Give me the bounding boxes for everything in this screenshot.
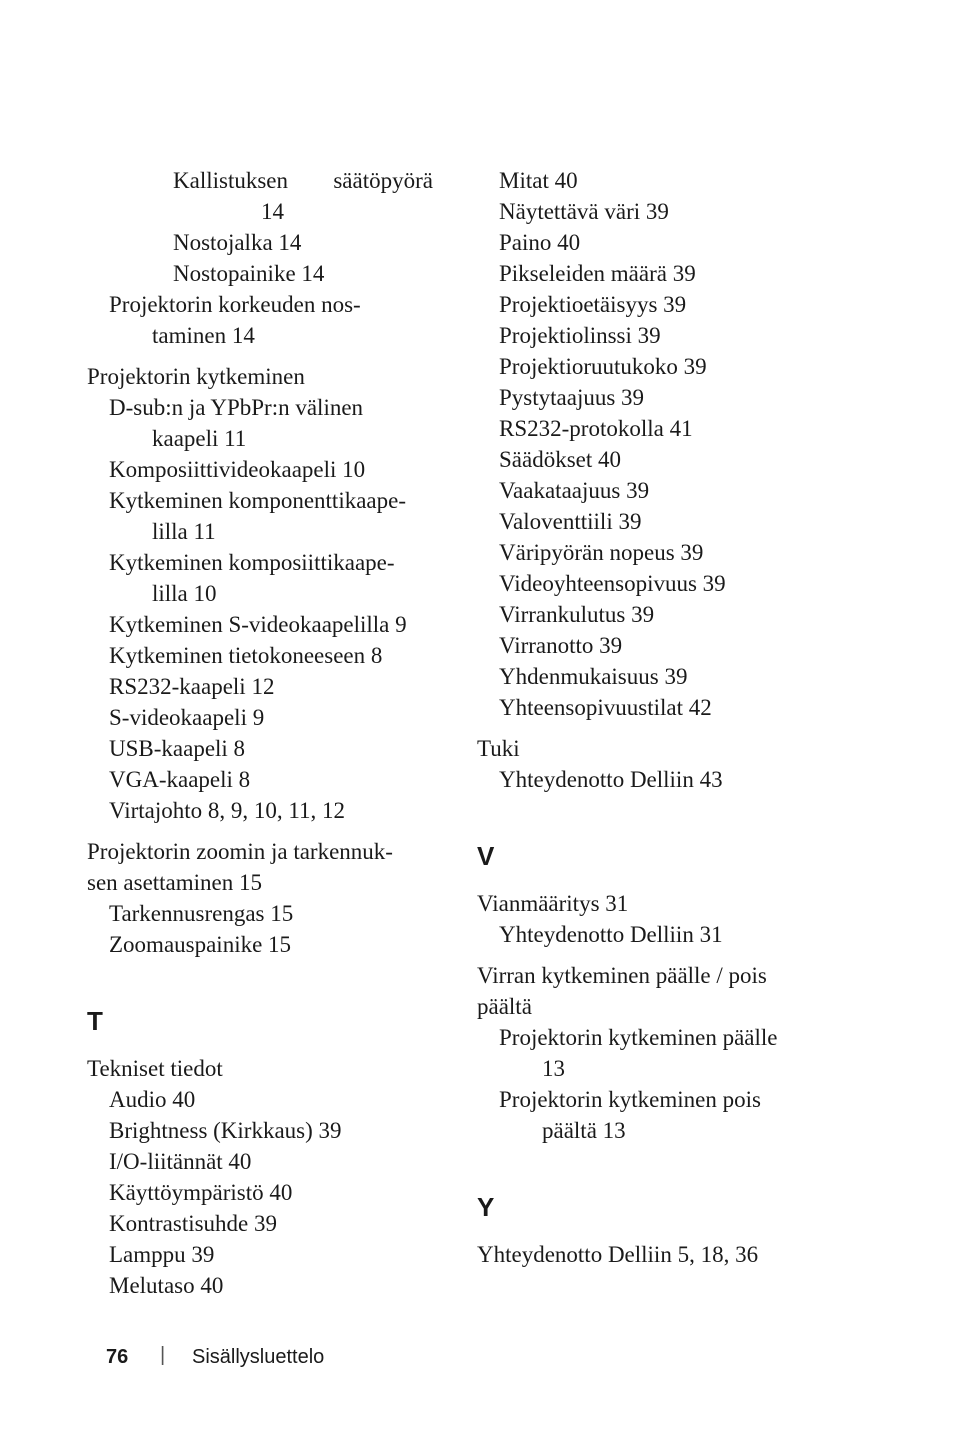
index-entry: Tarkennusrengas 15 — [109, 901, 294, 926]
index-entry: Komposiittivideokaapeli 10 — [109, 457, 366, 482]
index-heading: Yhteydenotto Delliin 5, 18, 36 — [477, 1242, 759, 1267]
index-entry: USB-kaapeli 8 — [109, 736, 246, 761]
index-entry: Projektorin kytkeminen pois — [499, 1087, 761, 1112]
index-entry: Käyttöympäristö 40 — [109, 1180, 293, 1205]
index-entry: I/O-liitännät 40 — [109, 1149, 252, 1174]
index-entry-text: Kallistuksen — [173, 168, 288, 193]
index-entry: Kytkeminen komponenttikaape- — [109, 488, 407, 513]
index-entry: Yhteydenotto Delliin 43 — [499, 767, 723, 792]
index-heading: Projektorin zoomin ja tarkennuk- — [87, 839, 393, 864]
index-entry-page: 14 — [261, 199, 284, 224]
index-heading-continuation: sen asettaminen 15 — [87, 870, 263, 895]
index-entry: Projektioetäisyys 39 — [499, 292, 687, 317]
index-entry-continuation: taminen 14 — [152, 323, 255, 348]
index-entry — [87, 165, 433, 196]
index-entry: Kytkeminen tietokoneeseen 8 — [109, 643, 383, 668]
index-entry: S-videokaapeli 9 — [109, 705, 265, 730]
index-entry: Pikseleiden määrä 39 — [499, 261, 696, 286]
section-letter: T — [87, 1006, 103, 1036]
index-entry: Mitat 40 — [499, 168, 578, 193]
index-entry-continuation: lilla 11 — [152, 519, 216, 544]
index-entry: Väripyörän nopeus 39 — [499, 540, 704, 565]
index-entry: Kytkeminen S-videokaapelilla 9 — [109, 612, 407, 637]
section-letter: Y — [477, 1192, 495, 1222]
index-entry-continuation: 13 — [542, 1056, 565, 1081]
index-heading-continuation: päältä — [477, 994, 532, 1019]
index-entry-continuation: kaapeli 11 — [152, 426, 247, 451]
index-heading: Tuki — [477, 736, 520, 761]
index-entry: Videoyhteensopivuus 39 — [499, 571, 726, 596]
index-entry: Brightness (Kirkkaus) 39 — [109, 1118, 342, 1143]
index-entry: Nostopainike 14 — [173, 261, 325, 286]
index-entry: VGA-kaapeli 8 — [109, 767, 251, 792]
index-entry: D-sub:n ja YPbPr:n välinen — [109, 395, 364, 420]
index-entry: Melutaso 40 — [109, 1273, 224, 1298]
index-entry: Yhdenmukaisuus 39 — [499, 664, 688, 689]
index-heading: Tekniset tiedot — [87, 1056, 223, 1081]
index-entry: Kytkeminen komposiittikaape- — [109, 550, 395, 575]
footer-separator: | — [160, 1344, 166, 1366]
page-number: 76 — [106, 1346, 129, 1368]
index-entry: Paino 40 — [499, 230, 581, 255]
index-entry-text: säätöpyörä — [333, 168, 433, 193]
footer-title: Sisällysluettelo — [192, 1346, 325, 1368]
index-entry: Lamppu 39 — [109, 1242, 215, 1267]
index-entry: Yhteensopivuustilat 42 — [499, 695, 712, 720]
index-entry: Audio 40 — [109, 1087, 196, 1112]
index-entry: Yhteydenotto Delliin 31 — [499, 922, 723, 947]
index-entry: Näytettävä väri 39 — [499, 199, 669, 224]
index-heading: Projektorin kytkeminen — [87, 364, 305, 389]
index-heading: Vianmääritys 31 — [477, 891, 629, 916]
index-entry: Virrankulutus 39 — [499, 602, 655, 627]
index-entry-continuation: lilla 10 — [152, 581, 217, 606]
index-entry-continuation: päältä 13 — [542, 1118, 626, 1143]
index-entry: Nostojalka 14 — [173, 230, 302, 255]
index-entry: Projektorin korkeuden nos- — [109, 292, 361, 317]
index-entry: Projektioruutukoko 39 — [499, 354, 707, 379]
index-heading: Virran kytkeminen päälle / pois — [477, 963, 767, 988]
index-entry: Säädökset 40 — [499, 447, 622, 472]
index-column-right — [477, 165, 827, 1270]
index-entry: Virtajohto 8, 9, 10, 11, 12 — [109, 798, 346, 823]
index-entry: RS232-protokolla 41 — [499, 416, 693, 441]
index-entry: Zoomauspainike 15 — [109, 932, 292, 957]
index-column-left — [87, 165, 437, 1301]
index-entry: Projektiolinssi 39 — [499, 323, 661, 348]
index-entry: Kontrastisuhde 39 — [109, 1211, 278, 1236]
index-entry: RS232-kaapeli 12 — [109, 674, 275, 699]
index-entry: Virranotto 39 — [499, 633, 623, 658]
index-entry: Pystytaajuus 39 — [499, 385, 645, 410]
index-entry: Vaakataajuus 39 — [499, 478, 650, 503]
section-letter: V — [477, 841, 495, 871]
index-entry: Projektorin kytkeminen päälle — [499, 1025, 778, 1050]
index-entry: Valoventtiili 39 — [499, 509, 642, 534]
